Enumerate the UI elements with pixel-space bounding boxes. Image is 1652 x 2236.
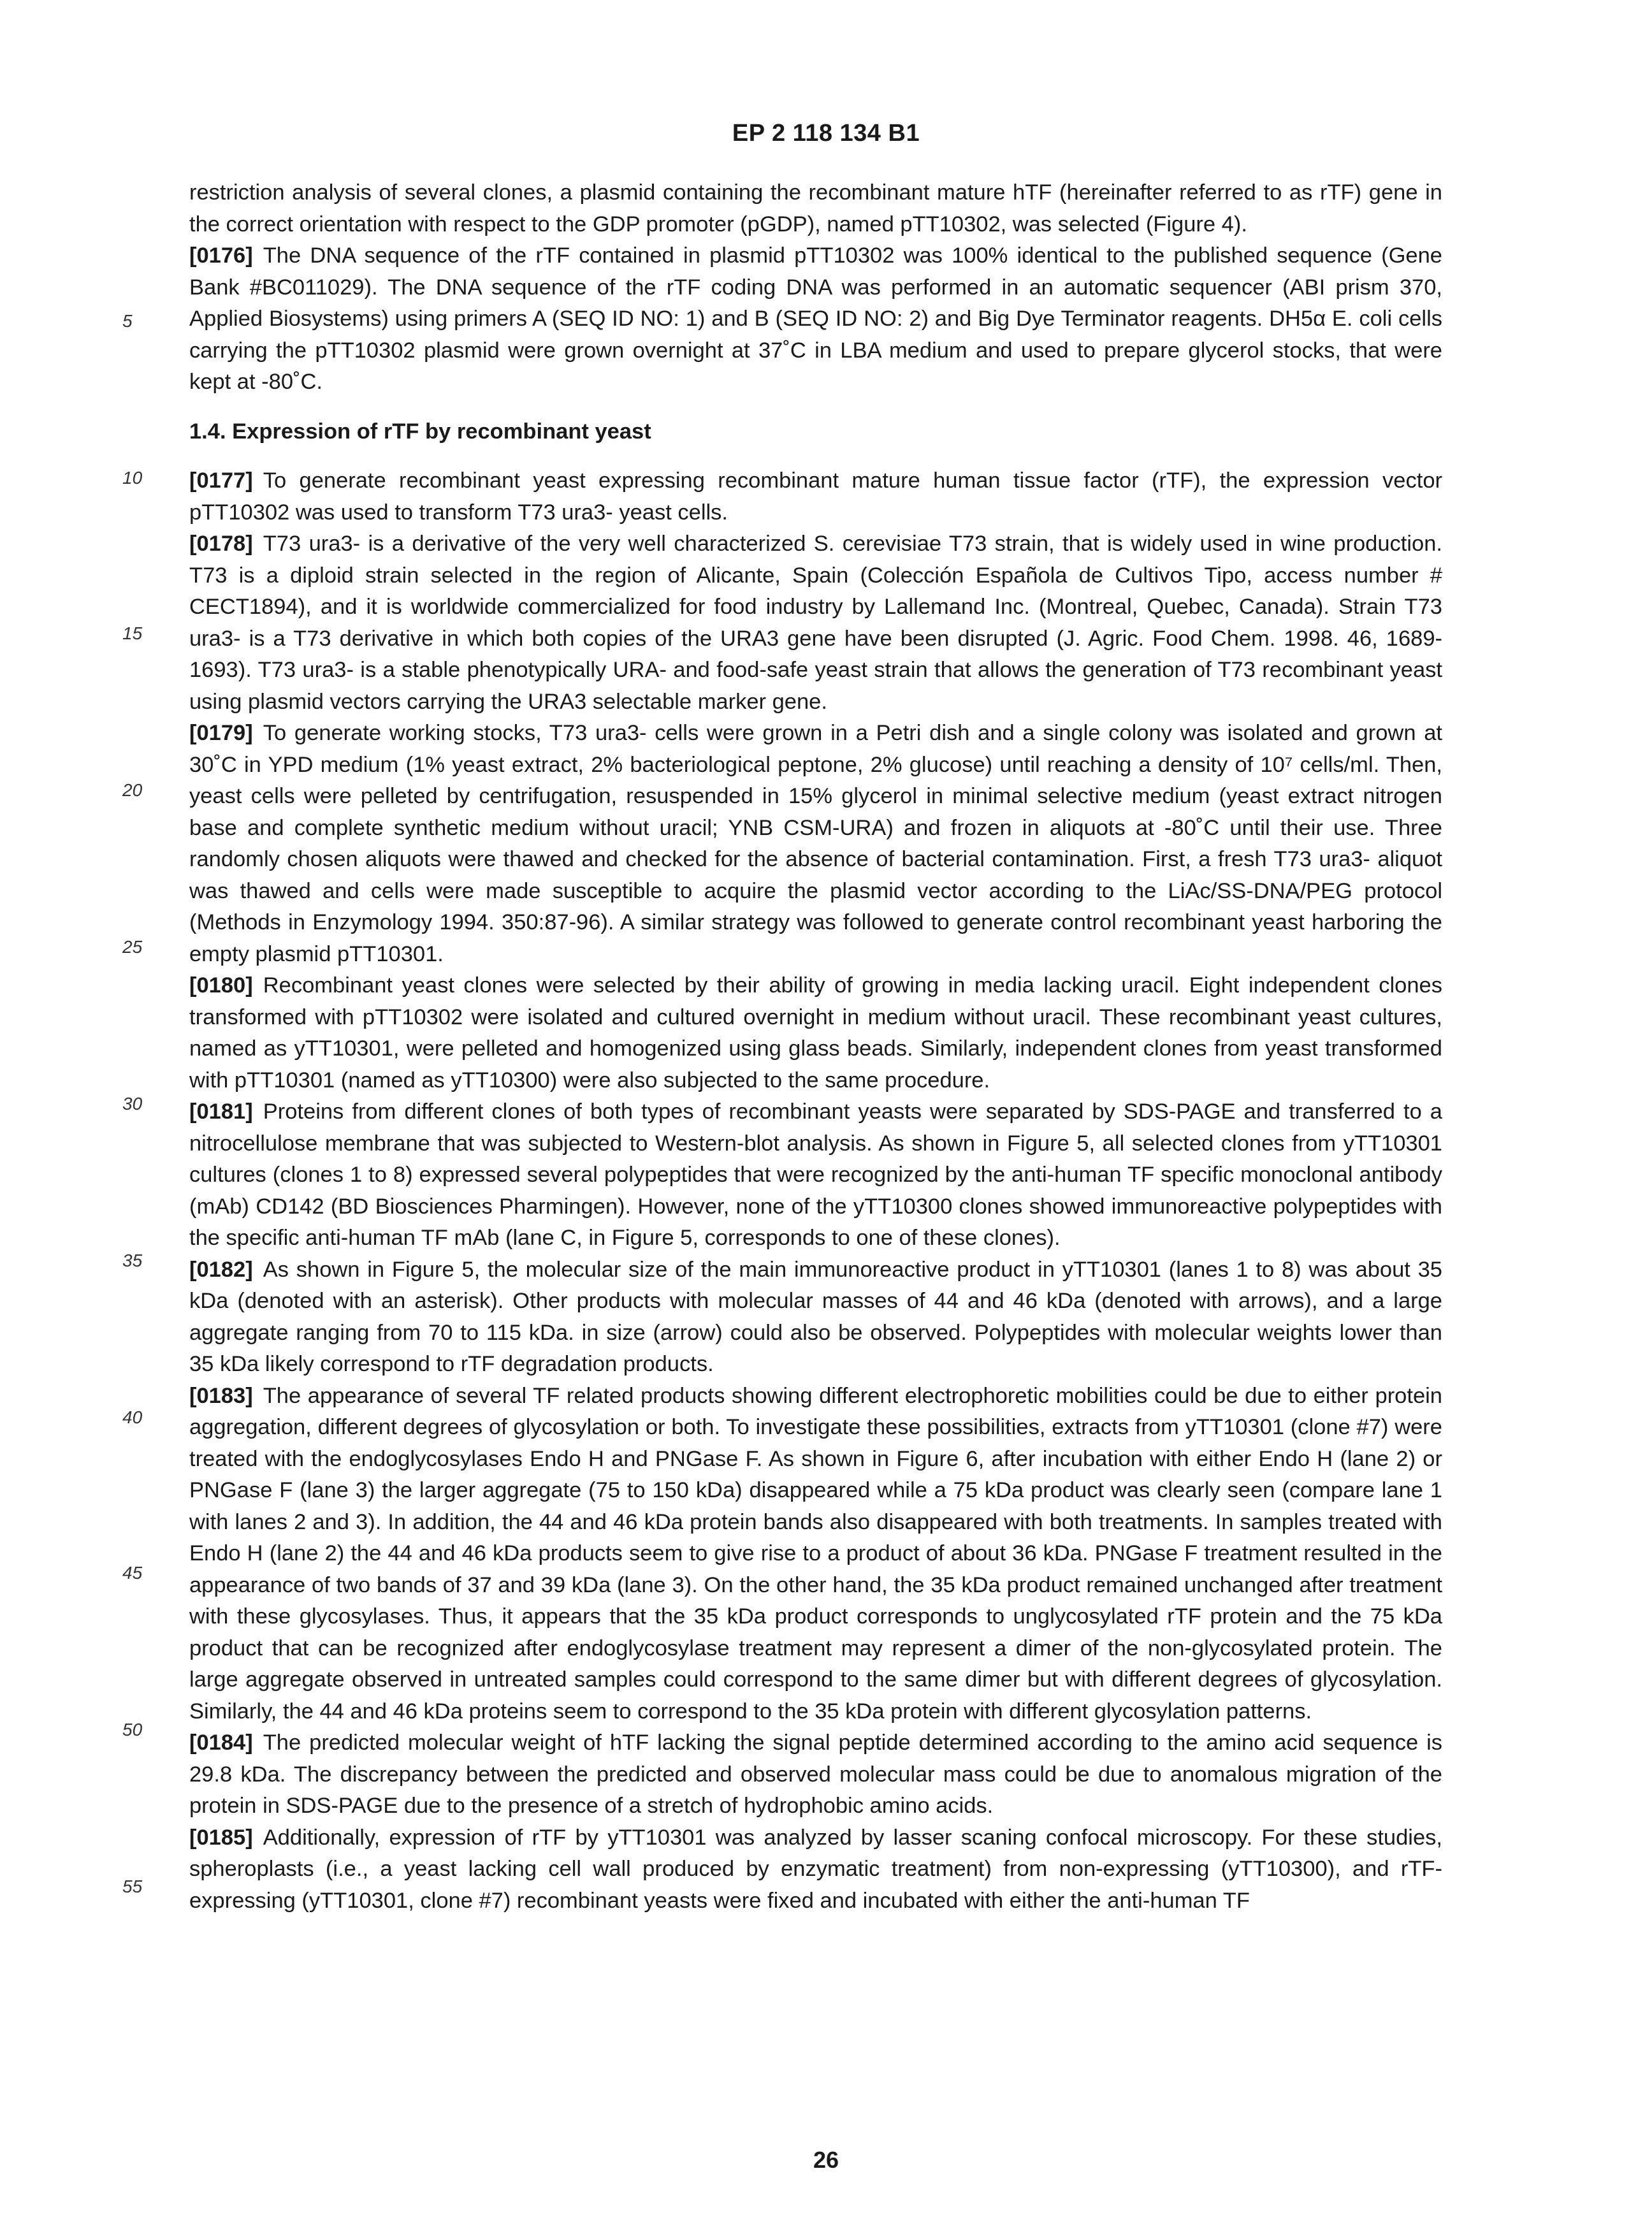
line-number: 50 (122, 1720, 143, 1739)
paragraph-number: [0177] (189, 468, 253, 493)
line-number: 55 (122, 1877, 143, 1896)
line-number: 45 (122, 1563, 143, 1583)
paragraph-0182: [0182] As shown in Figure 5, the molecular size of the main immunoreactive product in yTT10301 (lanes 1 to 8) was about 35 kDa (denoted with an asterisk). Other products with molecular masses of 44 and 46 kDa (denoted with arrows), and a large aggregate ranging from 70 to 115 kDa. in size (arrow) could also be observed. Polypeptides with molecular weights lower than 35 kDa likely correspond to rTF degradation products. (189, 1257, 1442, 1376)
line-number: 10 (122, 468, 143, 488)
paragraph-number: [0176] (189, 243, 253, 268)
paragraph-number: [0182] (189, 1257, 253, 1282)
line-number: 20 (122, 780, 143, 800)
paragraph-0183: [0183] The appearance of several TF related products showing different electrophoretic mobilities could be due to either protein aggregation, different degrees of glycosylation or both. To investigate these possibilities, extracts from yTT10301 (clone #7) were treated with the endoglycosylases Endo H and PNGase F. As shown in Figure 6, after incubation with either Endo H (lane 2) or PNGase F (lane 3) the larger aggregate (75 to 150 kDa) disappeared while a 75 kDa product was clearly seen (compare lane 1 with lanes 2 and 3). In addition, the 44 and 46 kDa protein bands also disappeared with both treatments. In samples treated with Endo H (lane 2) the 44 and 46 kDa products seem to give rise to a product of about 36 kDa. PNGase F treatment resulted in the appearance of two bands of 37 and 39 kDa (lane 3). On the other hand, the 35 kDa product remained unchanged after treatment with these glycosylases. Thus, it appears that the 35 kDa product corresponds to unglycosylated rTF protein and the 75 kDa product that can be recognized after endoglycosylase treatment may represent a dimer of the non-glycosylated protein. The large aggregate observed in untreated samples could correspond to the same dimer but with different degrees of glycosylation. Similarly, the 44 and 46 kDa proteins seem to correspond to the 35 kDa protein with different glycosylation patterns. (189, 1383, 1442, 1724)
paragraph-0177: [0177] To generate recombinant yeast expressing recombinant mature human tissue factor (rTF), the expression vector pTT10302 was used to transform T73 ura3- yeast cells. (189, 468, 1442, 525)
paragraph-number: [0183] (189, 1383, 253, 1408)
paragraph-0184: [0184] The predicted molecular weight of hTF lacking the signal peptide determined according to the amino acid sequence is 29.8 kDa. The discrepancy between the predicted and observed molecular mass could be due to anomalous migration of the protein in SDS-PAGE due to the presence of a stretch of hydrophobic amino acids. (189, 1731, 1442, 1818)
line-number: 30 (122, 1094, 143, 1114)
paragraph-0185: [0185] Additionally, expression of rTF by yTT10301 was analyzed by lasser scaning confocal microscopy. For these studies, spheroplasts (i.e., a yeast lacking cell wall produced by enzymatic treatment) from non-expressing (yTT10300), and rTF-expressing (yTT10301, clone #7) recombinant yeasts were fixed and incubated with either the anti-human TF (189, 1825, 1442, 1913)
paragraph-number: [0180] (189, 973, 253, 998)
section-heading: 1.4. Expression of rTF by recombinant yeast (189, 419, 651, 444)
paragraph: restriction analysis of several clones, a plasmid containing the recombinant mature hTF (hereinafter referred to as rTF) gene in the correct orientation with respect to the GDP promoter (pGDP), named pTT10302, was selected (Figure 4). (189, 180, 1442, 236)
page-number: 26 (813, 2147, 839, 2173)
line-number: 5 (122, 311, 133, 331)
paragraph-number: [0184] (189, 1731, 253, 1755)
document-body (189, 177, 1442, 1917)
paragraph-0180: [0180] Recombinant yeast clones were selected by their ability of growing in media lacking uracil. Eight independent clones transformed with pTT10302 were isolated and cultured overnight in medium without uracil. These recombinant yeast cultures, named as yTT10301, were pelleted and homogenized using glass beads. Similarly, independent clones from yeast transformed with pTT10301 (named as yTT10300) were also subjected to the same procedure. (189, 973, 1442, 1093)
paragraph-number: [0181] (189, 1100, 253, 1124)
line-number: 25 (122, 937, 143, 957)
paragraph-number: [0179] (189, 721, 253, 745)
paragraph-0178: [0178] T73 ura3- is a derivative of the very well characterized S. cerevisiae T73 strain, that is widely used in wine production. T73 is a diploid strain selected in the region of Alicante, Spain (Colección Española de Cultivos Tipo, access number # CECT1894), and it is worldwide commercialized for food industry by Lallemand Inc. (Montreal, Quebec, Canada). Strain T73 ura3- is a T73 derivative in which both copies of the URA3 gene have been disrupted (J. Agric. Food Chem. 1998. 46, 1689-1693). T73 ura3- is a stable phenotypically URA- and food-safe yeast strain that allows the generation of T73 recombinant yeast using plasmid vectors carrying the URA3 selectable marker gene. (189, 532, 1442, 714)
document-number: EP 2 118 134 B1 (732, 120, 920, 147)
line-number: 40 (122, 1407, 143, 1427)
line-number: 15 (122, 623, 143, 643)
paragraph-0176: [0176] The DNA sequence of the rTF contained in plasmid pTT10302 was 100% identical to the published sequence (Gene Bank #BC011029). The DNA sequence of the rTF coding DNA was performed in an automatic sequencer (ABI prism 370, Applied Biosystems) using primers A (SEQ ID NO: 1) and B (SEQ ID NO: 2) and Big Dye Terminator reagents. DH5α E. coli cells carrying the pTT10302 plasmid were grown overnight at 37˚C in LBA medium and used to prepare glycerol stocks, that were kept at -80˚C. (189, 243, 1442, 394)
line-number: 35 (122, 1251, 143, 1270)
paragraph-number: [0178] (189, 532, 253, 556)
paragraph-0179: [0179] To generate working stocks, T73 ura3- cells were grown in a Petri dish and a single colony was isolated and grown at 30˚C in YPD medium (1% yeast extract, 2% bacteriological peptone, 2% glucose) until reaching a density of 10⁷ cells/ml. Then, yeast cells were pelleted by centrifugation, resuspended in 15% glycerol in minimal selective medium (yeast extract nitrogen base and complete synthetic medium without uracil; YNB CSM-URA) and frozen in aliquots at -80˚C until their use. Three randomly chosen aliquots were thawed and checked for the absence of bacterial contamination. First, a fresh T73 ura3- aliquot was thawed and cells were made susceptible to acquire the plasmid vector according to the LiAc/SS-DNA/PEG protocol (Methods in Enzymology 1994. 350:87-96). A similar strategy was followed to generate control recombinant yeast harboring the empty plasmid pTT10301. (189, 721, 1442, 966)
paragraph-0181: [0181] Proteins from different clones of both types of recombinant yeasts were separated by SDS-PAGE and transferred to a nitrocellulose membrane that was subjected to Western-blot analysis. As shown in Figure 5, all selected clones from yTT10301 cultures (clones 1 to 8) expressed several polypeptides that were recognized by the anti-human TF specific monoclonal antibody (mAb) CD142 (BD Biosciences Pharmingen). However, none of the yTT10300 clones showed immunoreactive polypeptides with the specific anti-human TF mAb (lane C, in Figure 5, corresponds to one of these clones). (189, 1100, 1442, 1250)
paragraph-number: [0185] (189, 1825, 253, 1850)
